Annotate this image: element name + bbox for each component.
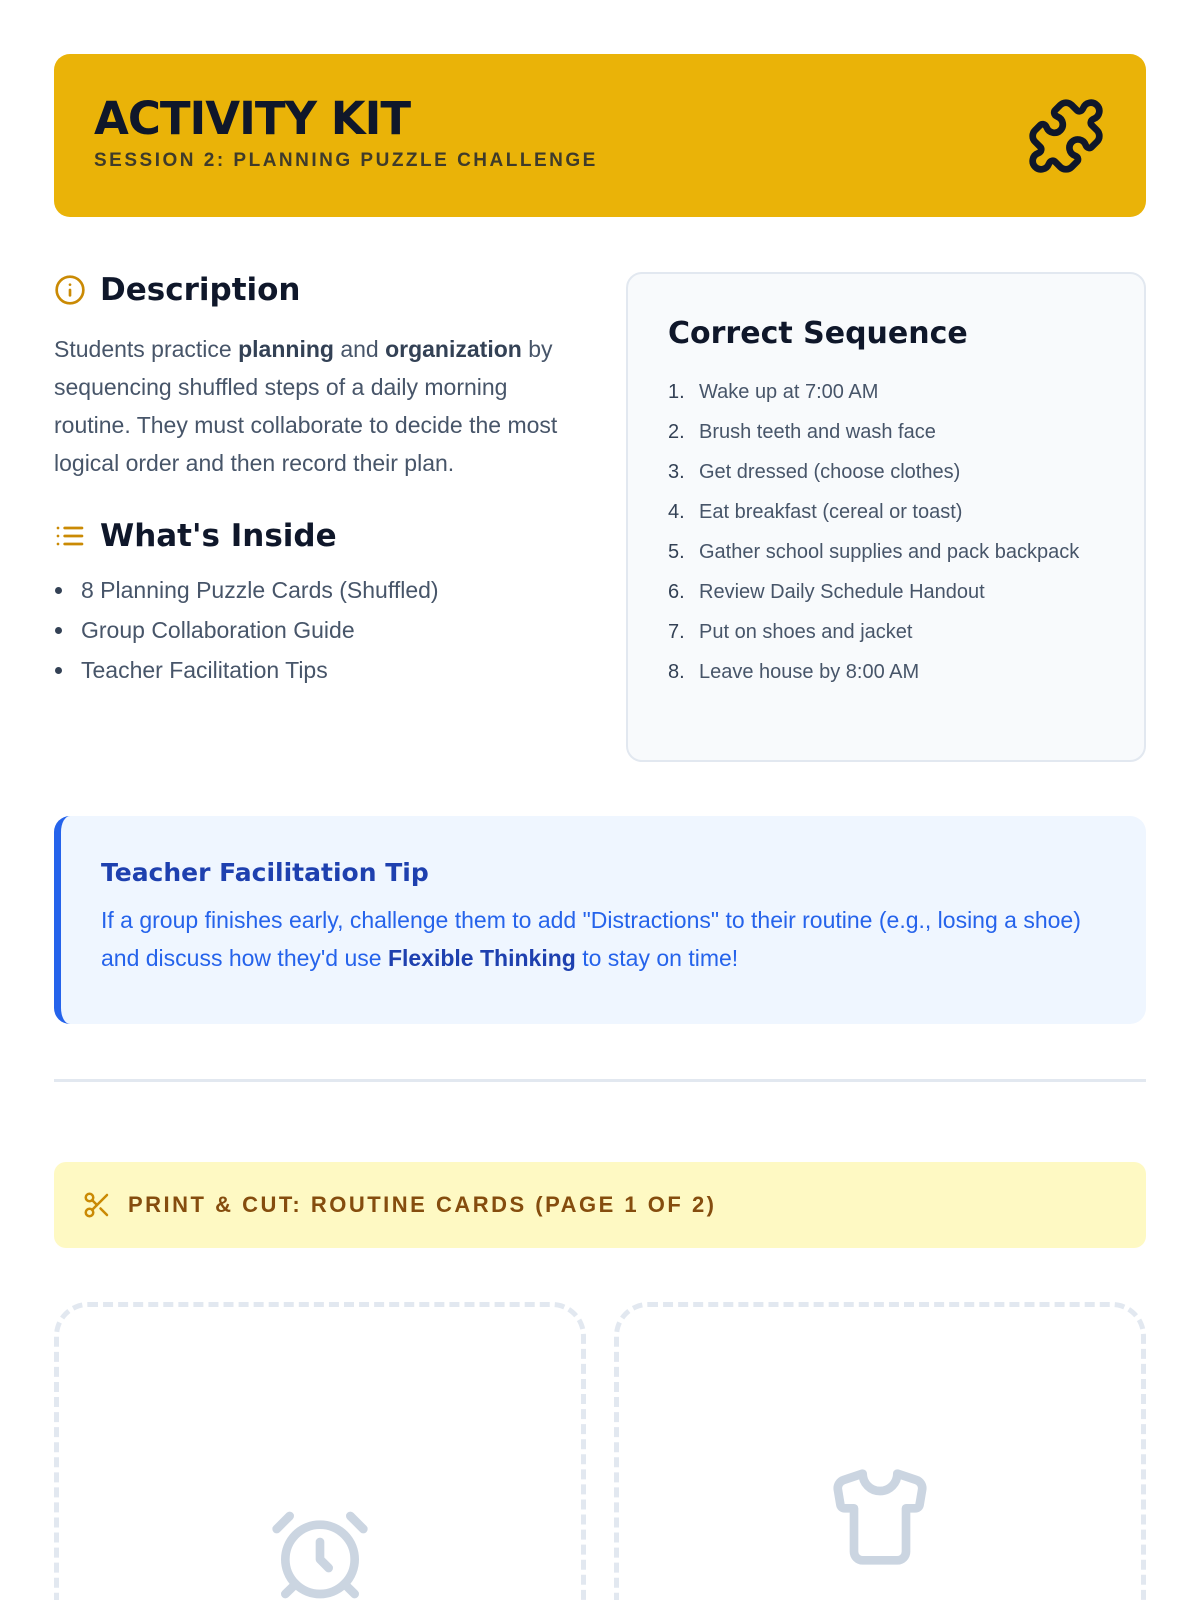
- page-title: ACTIVITY KIT: [94, 92, 411, 145]
- description-title: Description: [100, 272, 301, 308]
- whats-inside-title: What's Inside: [100, 518, 337, 554]
- step-number: 6.: [668, 581, 685, 603]
- sequence-step: [668, 459, 1104, 486]
- step-text: Get dressed (choose clothes): [699, 461, 961, 483]
- sequence-step: [668, 379, 1104, 406]
- description-heading: [54, 272, 564, 308]
- section-divider: [54, 1079, 1146, 1082]
- description-text: [54, 330, 564, 482]
- teacher-tip-text: [101, 901, 1106, 977]
- sequence-step: [668, 499, 1104, 526]
- routine-cards: [54, 1302, 1146, 1600]
- routine-card: [54, 1302, 586, 1600]
- sequence-step: [668, 579, 1104, 606]
- step-text: Put on shoes and jacket: [699, 621, 913, 643]
- step-text: Eat breakfast (cereal or toast): [699, 501, 963, 523]
- step-number: 5.: [668, 541, 685, 563]
- step-number: 7.: [668, 621, 685, 643]
- info-icon: [54, 274, 86, 306]
- list-icon: [54, 520, 86, 552]
- description-text-part: by sequencing shuffled steps of a daily morning routine. They must collaborate to decide the most logical order and then record their plan.: [54, 336, 558, 476]
- teacher-tip-callout: [54, 816, 1146, 1024]
- step-text: Review Daily Schedule Handout: [699, 581, 985, 603]
- description-bold-planning: planning: [238, 336, 334, 362]
- description-text-part: Students practice: [54, 336, 239, 362]
- tip-text-part: to stay on time!: [575, 945, 739, 971]
- overview-left-column: [54, 272, 564, 762]
- routine-card: [614, 1302, 1146, 1600]
- page-subtitle: SESSION 2: PLANNING PUZZLE CHALLENGE: [94, 150, 598, 171]
- print-cut-banner: [54, 1162, 1146, 1248]
- tip-text-part: If a group finishes early, challenge them to add "Distractions" to their routine (e.g., losing a shoe) and discuss how they'd use: [101, 907, 1081, 971]
- alarm-clock-icon: [268, 1503, 372, 1600]
- puzzle-icon: [1026, 96, 1106, 176]
- list-item: Group Collaboration Guide: [54, 610, 564, 650]
- tip-bold-flexible-thinking: Flexible Thinking: [387, 945, 576, 971]
- correct-sequence-title: Correct Sequence: [668, 316, 968, 351]
- sequence-step: [668, 619, 1104, 646]
- sequence-step: [668, 419, 1104, 446]
- whats-inside-heading: [54, 518, 564, 554]
- step-number: 1.: [668, 381, 685, 403]
- step-text: Brush teeth and wash face: [699, 421, 936, 443]
- step-number: 8.: [668, 661, 685, 683]
- description-bold-organization: organization: [385, 336, 522, 362]
- step-text: Leave house by 8:00 AM: [699, 661, 920, 683]
- list-item: Teacher Facilitation Tips: [54, 650, 564, 690]
- step-number: 4.: [668, 501, 685, 523]
- description-text-part: and: [333, 336, 386, 362]
- print-cut-label: PRINT & CUT: ROUTINE CARDS (PAGE 1 OF 2): [128, 1192, 717, 1217]
- correct-sequence-card: [626, 272, 1146, 762]
- inside-list: [54, 570, 564, 690]
- teacher-tip-title: Teacher Facilitation Tip: [101, 858, 429, 887]
- sequence-step: [668, 539, 1104, 566]
- step-number: 3.: [668, 461, 685, 483]
- overview-section: [54, 272, 1146, 762]
- sequence-step: [668, 659, 1104, 686]
- list-item: 8 Planning Puzzle Cards (Shuffled): [54, 570, 564, 610]
- scissors-icon: [82, 1190, 112, 1220]
- shirt-icon: [828, 1465, 932, 1569]
- step-text: Wake up at 7:00 AM: [699, 381, 879, 403]
- sequence-list: [668, 379, 1104, 686]
- step-number: 2.: [668, 421, 685, 443]
- header-banner: [54, 54, 1146, 217]
- step-text: Gather school supplies and pack backpack: [699, 541, 1080, 563]
